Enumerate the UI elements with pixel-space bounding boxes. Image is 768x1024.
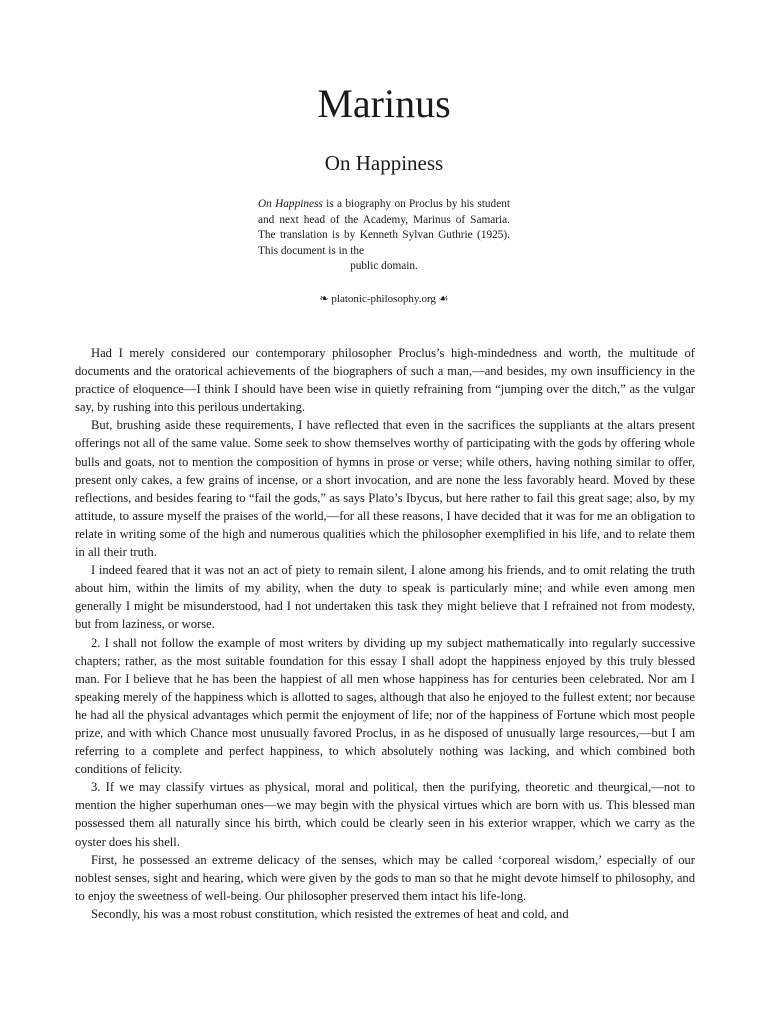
paragraph: I indeed feared that it was not an act of piety to remain silent, I alone among his friends, and to omit relating the truth about him, within the limits of my ability, when the duty to speak is particularly mine; and while even among men generally I might be misunderstood, had I not undertaken this task they might believe that I refrained not from modesty, but from laziness, or worse. (75, 563, 695, 632)
site-credit (0, 292, 768, 306)
document-subtitle: On Happiness (324, 151, 444, 175)
paragraph: But, brushing aside these requirements, I have reflected that even in the sacrifices the suppliants at the altars present offerings not all of the same value. Some seek to show themselves worthy of participating with the gods by offering whole bulls and goats, not to mention the composition of hymns in prose or verse; while others, having nothing similar to offer, present only cakes, a few grains of incense, or a short invocation, and are none the less favorably heard. Moved by these reflections, and besides fearing to “fail the gods,” as says Plato’s Ibycus, but here rather to fail this great sage; also, by my attitude, to assure myself the praises of the world,—for all these reasons, I have decided that it was for me an obligation to relate in writing some of the high and numerous qualities which the philosopher exemplified in his life, and to relate them in all their truth. (75, 418, 695, 560)
paragraph: 2. I shall not follow the example of most writers by dividing up my subject mathematically into regularly successive chapters; rather, as the most suitable foundation for this essay I shall adopt the happiness enjoyed by this truly blessed man. For I believe that he has been the happiest of all men whose happiness has for centuries been celebrated. Nor am I speaking merely of the happiness which is allotted to sages, although that also he enjoyed to the fullest extent; nor because he had all the physical advantages which permit the enjoyment of life; nor of the happiness of Fortune which most people prize, and with which Chance most unusually favored Proclus, in as he disposed of unusually large resources,—but I am referring to a complete and perfect happiness, to which absolutely nothing was lacking, and which combined both conditions of felicity. (75, 635, 695, 777)
paragraph: Secondly, his was a most robust constitution, which resisted the extremes of heat and cold, and (91, 906, 569, 921)
paragraph: First, he possessed an extreme delicacy of the senses, which may be called ‘corporeal wisdom,’ especially of our noblest senses, sight and hearing, which were given by the gods to man so that he might devote himself to philosophy, and to enjoy the sweetness of well-being. Our philosopher preserved them intact his life-long. (75, 852, 695, 903)
fleuron-left-icon: ❧ (319, 293, 329, 305)
abstract-text-end: public domain. (350, 260, 418, 273)
abstract (258, 197, 510, 275)
abstract-italic-title: On Happiness (258, 198, 323, 210)
abstract-text: is a biography on Proclus by his student and next head of the Academy, Marinus of Samaria. The translation is by Kenneth Sylvan Guthrie (1925). This document is in the (258, 198, 510, 257)
paragraph: Had I merely considered our contemporary philosopher Proclus’s high-mindedness and worth, the multitude of documents and the oratorical achievements of the biographers of such a man,—and besides, my own insufficiency in the practice of eloquence—I think I should have been wise in quietly refraining from “jumping over the ditch,” as the vulgar say, by rushing into this perilous undertaking. (75, 346, 695, 415)
fleuron-right-icon: ☙ (438, 293, 449, 305)
document-body (75, 344, 695, 923)
paragraph: 3. If we may classify virtues as physical, moral and political, then the purifying, theoretic and theurgical,—not to mention the higher superhuman ones—we may begin with the physical virtues which are born with us. This blessed man possessed them all naturally since his birth, which could be clearly seen in his exterior wrapper, which we carry as the oyster does his shell. (75, 780, 695, 849)
document-title: Marinus (317, 81, 451, 126)
site-link[interactable]: platonic-philosophy.org (331, 293, 436, 305)
